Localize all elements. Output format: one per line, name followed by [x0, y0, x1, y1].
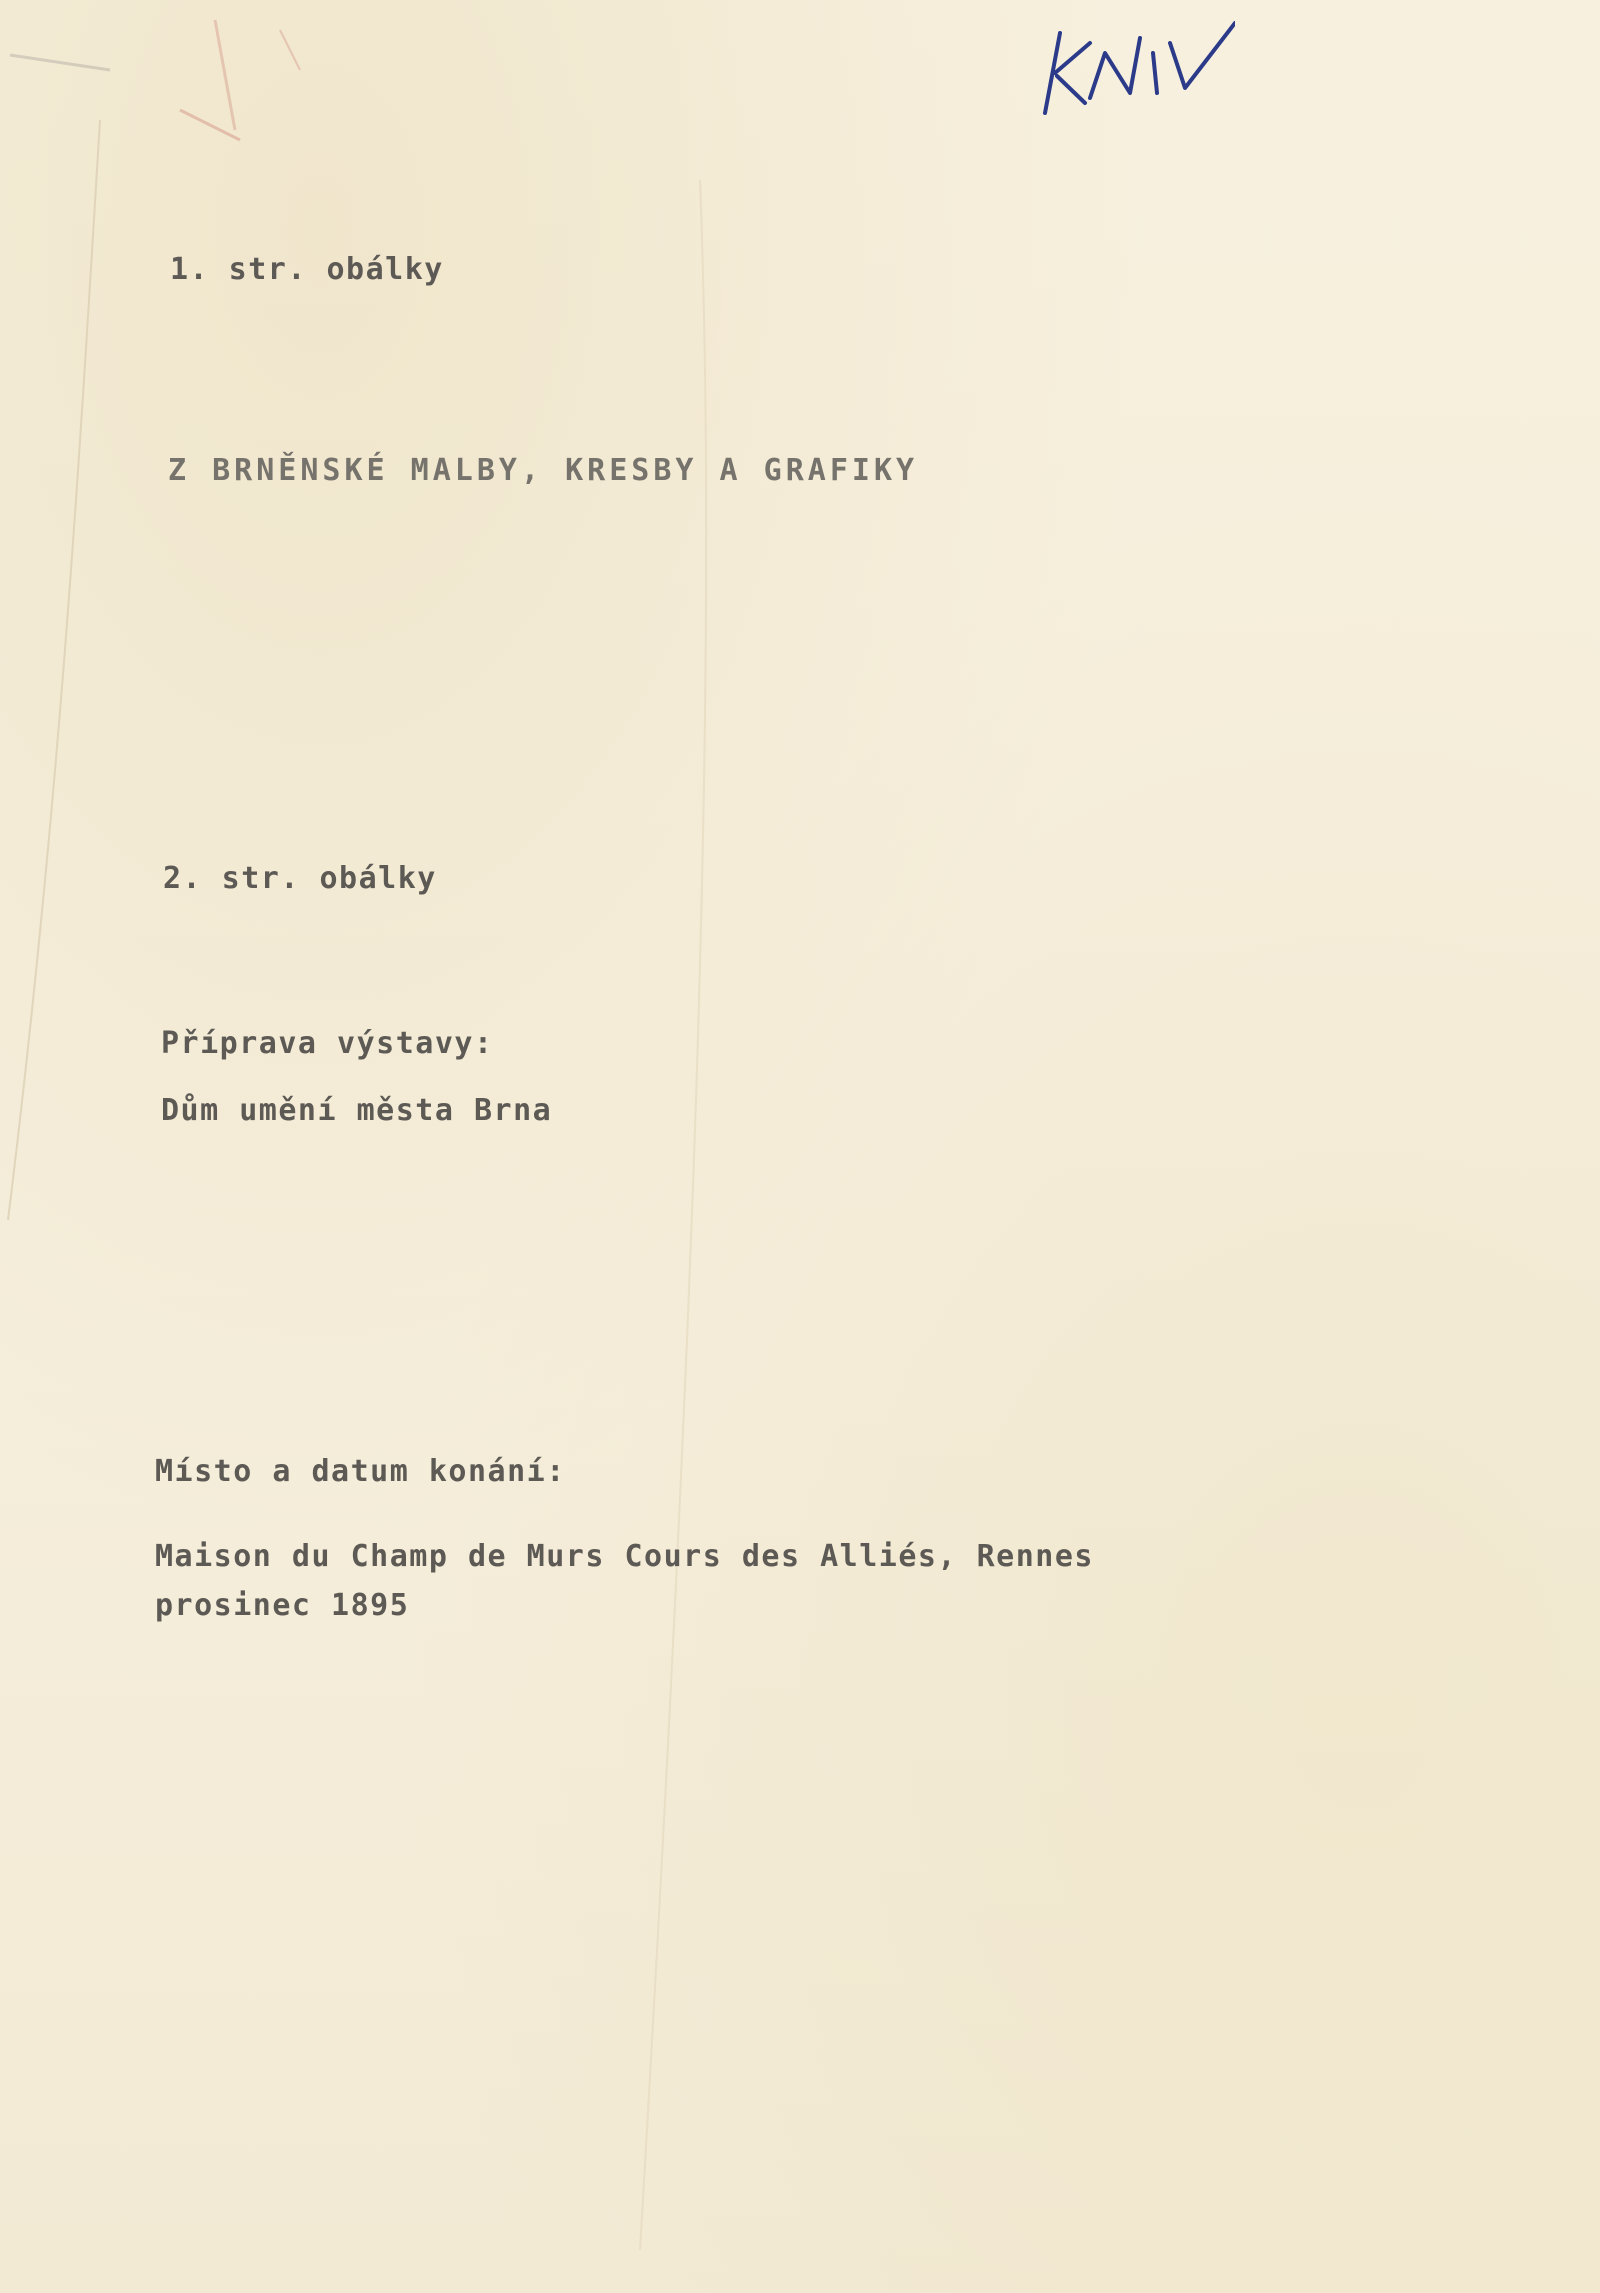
section1-heading: 1. str. obálky — [170, 252, 444, 287]
exhibition-title: Z BRNĚNSKÉ MALBY, KRESBY A GRAFIKY — [168, 453, 919, 488]
corner-stain — [0, 0, 320, 180]
preparation-value: Dům umění města Brna — [161, 1093, 553, 1128]
venue-line-1: Maison du Champ de Murs Cours des Alliés, Rennes — [155, 1539, 1094, 1574]
venue-line-2: prosinec 1895 — [155, 1588, 410, 1623]
preparation-label: Příprava výstavy: — [161, 1026, 494, 1061]
section2-heading: 2. str. obálky — [163, 861, 437, 896]
venue-label: Místo a datum konání: — [155, 1454, 566, 1489]
handwritten-note — [1035, 18, 1235, 118]
